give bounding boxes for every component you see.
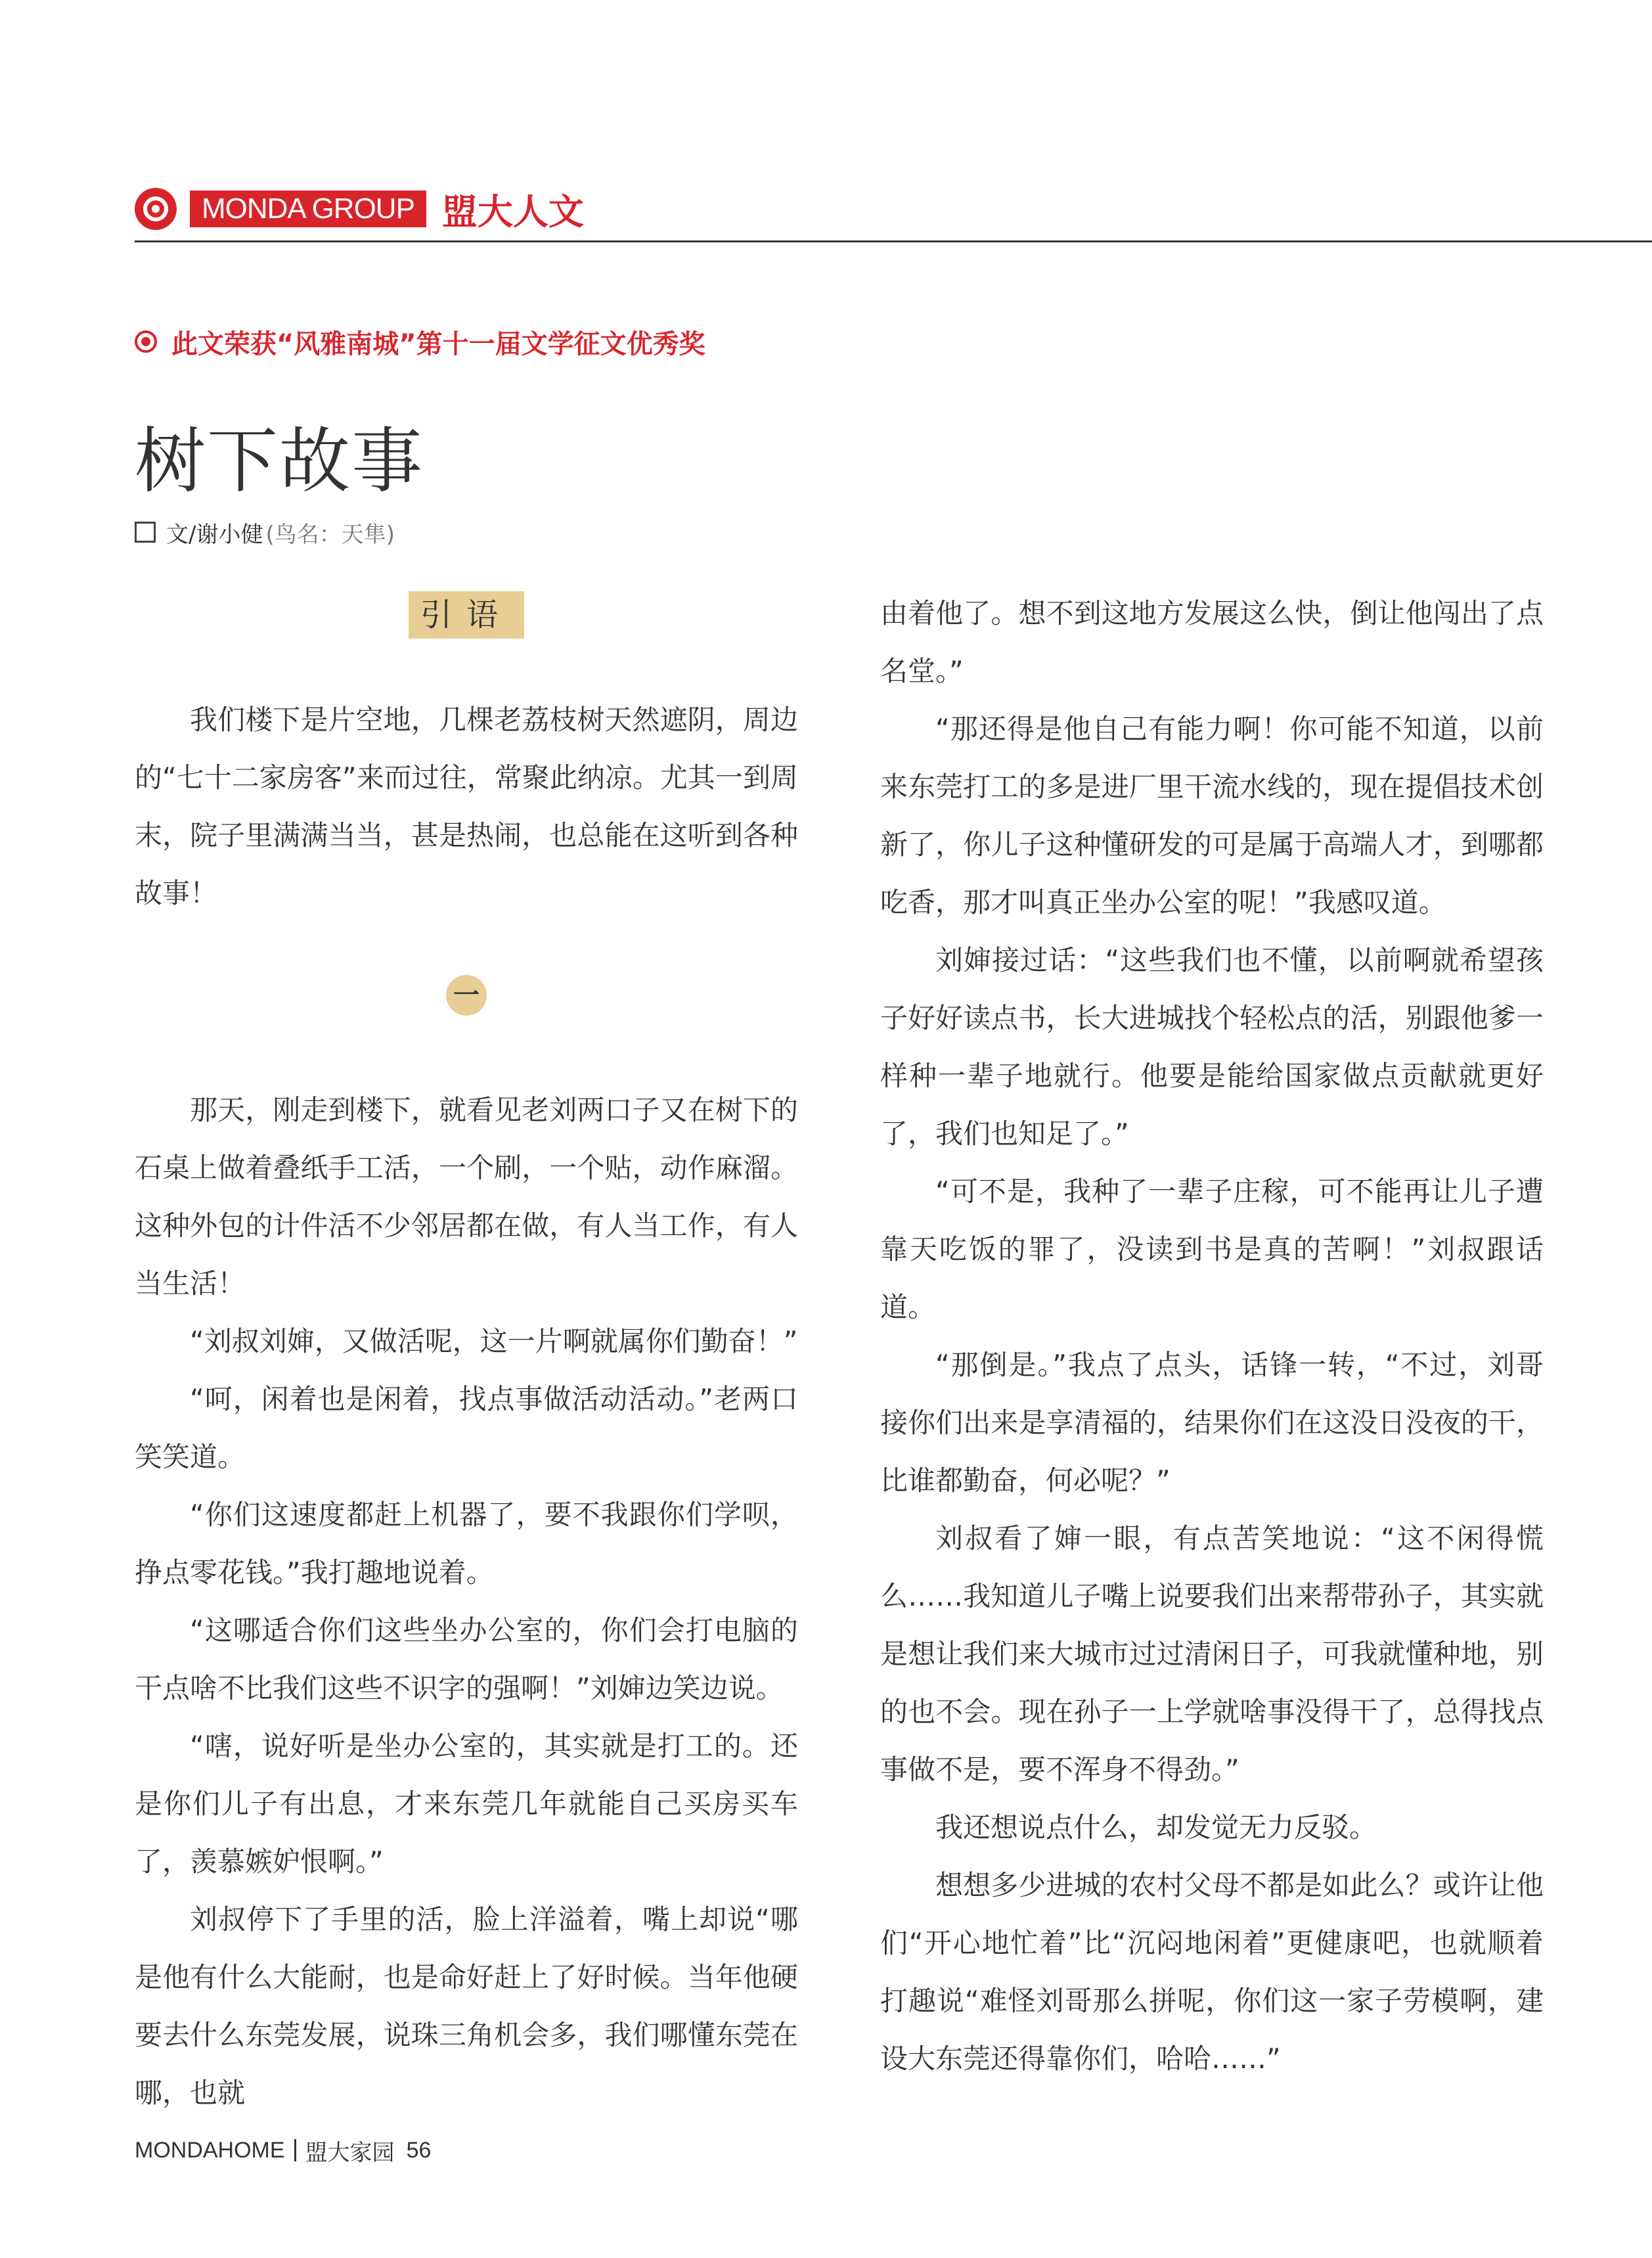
page-footer [135,2134,431,2167]
award-note [135,322,705,361]
page-number: 56 [406,2137,432,2163]
right-column [880,585,1544,2088]
paragraph-continuation: 由着他了。想不到这地方发展这么快，倒让他闯出了点名堂。” [880,597,1544,687]
page-header [135,176,584,242]
footer-name: 盟大家园 [305,2140,395,2165]
paragraph: 刘婶接过话：“这些我们也不懂，以前啊就希望孩子好好读点书，长大进城找个轻松点的活，别跟他爹一样种一辈子地就行。他要是能给国家做点贡献就更好了，我们也知足了。” [880,944,1544,1150]
paragraph: 我还想说点什么，却发觉无力反驳。 [935,1811,1377,1843]
pen-name: (鸟名：天隼) [265,521,395,548]
intro-label: 引语 [409,591,524,639]
paragraph: 那天，刚走到楼下，就看见老刘两口子又在树下的石桌上做着叠纸手工活，一个刷，一个贴，动作麻溜。这种外包的计件活不少邻居都在做，有人当工作，有人当生活！ [135,1094,798,1299]
left-column [135,565,798,2122]
intro-heading [135,591,798,639]
footer-divider [294,2139,296,2161]
paragraph: 想想多少进城的农村父母不都是如此么？或许让他们“开心地忙着”比“沉闷地闲着”更健康吧，也就顺着打趣说“难怪刘哥那么拼呢，你们这一家子劳模啊，建设大东莞还得靠你们，哈哈……” [880,1869,1544,2075]
footer-brand: MONDAHOME [135,2137,285,2163]
paragraph: “那倒是。”我点了点头，话锋一转，“不过，刘哥接你们出来是享清福的，结果你们在这没日没夜的干，比谁都勤奋，何必呢？” [880,1349,1544,1497]
paragraph: “那还得是他自己有能力啊！你可能不知道，以前来东莞打工的多是进厂里干流水线的，现在提倡技术创新了，你儿子这种懂研发的可是属于高端人才，到哪都吃香，那才叫真正坐办公室的呢！”我感叹道。 [880,713,1544,918]
article-title: 树下故事 [135,420,424,503]
intro-paragraph: 我们楼下是片空地，几棵老荔枝树天然遮阴，周边的“七十二家房客”来而过往，常聚此纳凉。尤其一到周末，院子里满满当当，甚是热闹，也总能在这听到各种故事！ [135,704,798,909]
paragraph: 刘叔看了婶一眼，有点苦笑地说：“这不闲得慌么……我知道儿子嘴上说要我们出来帮带孙子，其实就是想让我们来大城市过过清闲日子，可我就懂种地，别的也不会。现在孙子一上学就啥事没得干了，总得找点事做不是，要不浑身不得劲。” [880,1522,1544,1786]
header-divider [135,240,1652,242]
author: 文/谢小健 [166,521,263,548]
byline [135,516,395,549]
section-number: 一 [446,975,487,1016]
checkbox-icon [135,522,156,543]
monda-logo-icon [135,188,177,230]
paragraph: “这哪适合你们这些坐办公室的，你们会打电脑的干点啥不比我们这些不识字的强啊！”刘婶边笑边说。 [135,1614,798,1704]
section-marker [135,975,798,1016]
paragraph: 刘叔停下了手里的活，脸上洋溢着，嘴上却说“哪是他有什么大能耐，也是命好赶上了好时候。当年他硬要去什么东莞发展，说珠三角机会多，我们哪懂东莞在哪，也就 [135,1903,798,2109]
section-name: 盟大人文 [441,191,584,233]
paragraph: “你们这速度都赶上机器了，要不我跟你们学呗，挣点零花钱。”我打趣地说着。 [135,1499,798,1589]
paragraph: “嗐，说好听是坐办公室的，其实就是打工的。还是你们儿子有出息，才来东莞几年就能自己买房买车了，羡慕嫉妒恨啊。” [135,1730,798,1878]
brand-label: MONDA GROUP [190,191,426,227]
paragraph: “呵，闲着也是闲着，找点事做活动活动。”老两口笑笑道。 [135,1383,798,1473]
award-text: 此文荣获“风雅南城”第十一届文学征文优秀奖 [171,328,705,359]
bullet-circle-icon [135,330,157,353]
paragraph: “刘叔刘婶，又做活呢，这一片啊就属你们勤奋！” [190,1325,798,1357]
paragraph: “可不是，我种了一辈子庄稼，可不能再让儿子遭靠天吃饭的罪了，没读到书是真的苦啊！”刘叔跟话道。 [880,1175,1544,1323]
